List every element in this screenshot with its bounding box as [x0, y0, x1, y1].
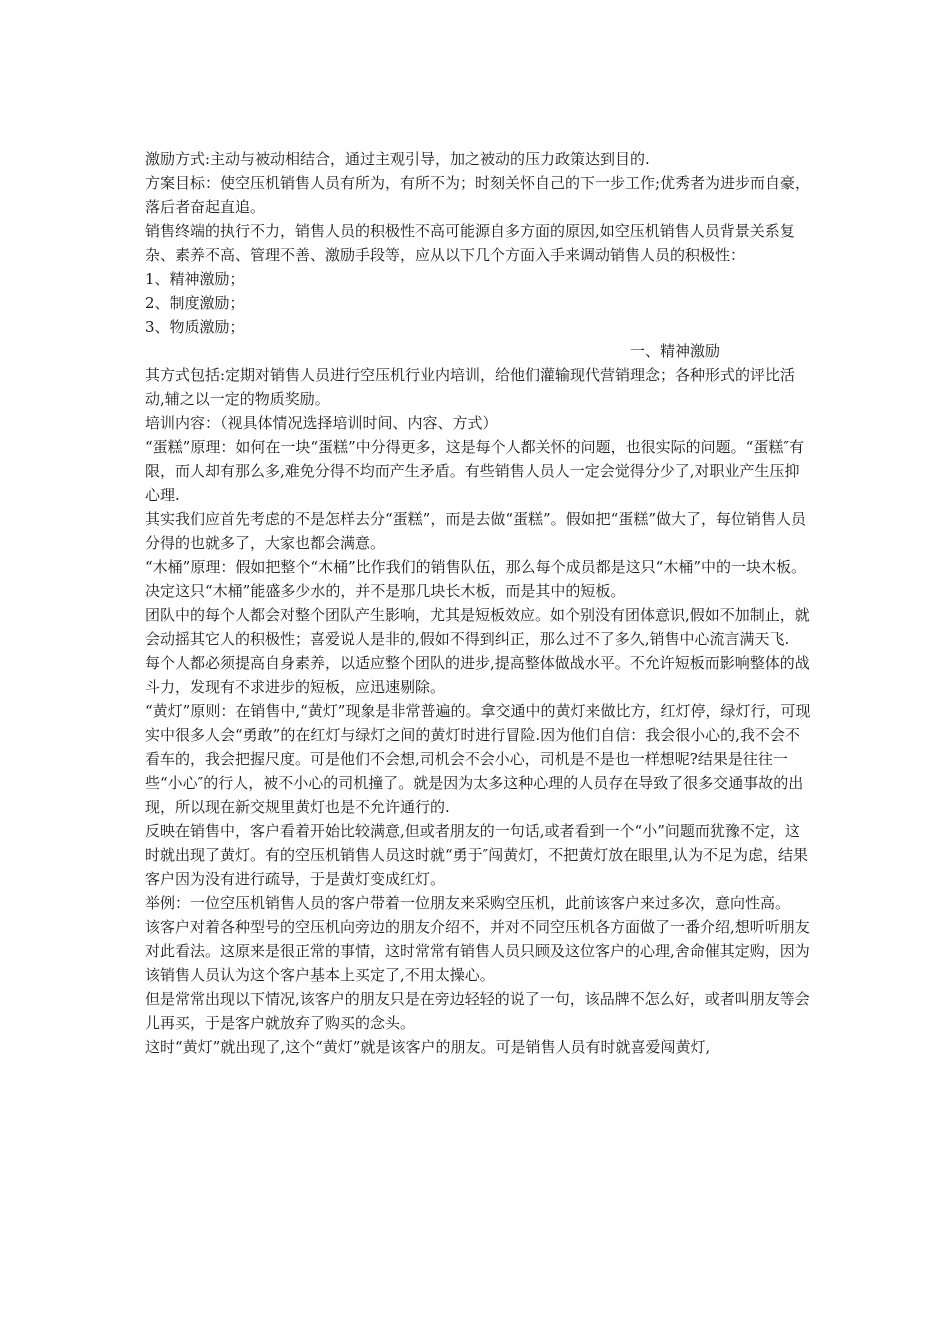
list-item-material: 3、物质激励；	[145, 318, 245, 336]
paragraph-make-cake: 其实我们应首先考虑的不是怎样去分“蛋糕”，而是去做“蛋糕”。假如把“蛋糕”做大了，每位销售人员分得的也就多了，大家也都会满意。	[145, 510, 807, 552]
paragraph-team-influence: 团队中的每个人都会对整个团队产生影响，尤其是短板效应。如个别没有团体意识,假如不加制止，就会动摇其它人的积极性；喜爱说人是非的,假如不得到纠正，那么过不了多久,销售中心流言满天飞.	[145, 606, 810, 648]
paragraph-bucket-principle: “木桶”原理：假如把整个“木桶”比作我们的销售队伍，那么每个成员都是这只“木桶”中的一块木板。决定这只“木桶”能盛多少水的，并不是那几块长木板，而是其中的短板。	[145, 558, 807, 600]
paragraph-cake-principle: “蛋糕”原理：如何在一块“蛋糕”中分得更多，这是每个人都关怀的问题，也很实际的问题。“蛋糕″有限，而人却有那么多,难免分得不均而产生矛盾。有些销售人员人一定会觉得分少了,对职业产生压抑心理.	[145, 438, 804, 504]
paragraph-plan-goal: 方案目标：使空压机销售人员有所为，有所不为；时刻关怀自己的下一步工作;优秀者为进步而自豪，落后者奋起直追。	[145, 174, 811, 216]
document-body	[145, 147, 813, 1059]
paragraph-customer-intro: 该客户对着各种型号的空压机向旁边的朋友介绍不，并对不同空压机各方面做了一番介绍,想听听朋友对此看法。这原来是很正常的事情，这时常常有销售人员只顾及这位客户的心理,舍命催其定购，因为该销售人员认为这个客户基本上买定了,不用太操心。	[145, 918, 810, 984]
paragraph-yellow-light-friend: 这时“黄灯”就出现了,这个“黄灯”就是该客户的朋友。可是销售人员有时就喜爱闯黄灯,	[145, 1038, 711, 1056]
paragraph-methods: 其方式包括:定期对销售人员进行空压机行业内培训，给他们灌输现代营销理念；各种形式的评比活动,辅之以一定的物质奖励。	[145, 366, 796, 408]
list-item-spiritual: 1、精神激励；	[145, 270, 245, 288]
paragraph-incentive-method: 激励方式:主动与被动相结合，通过主观引导，加之被动的压力政策达到目的.	[145, 150, 650, 168]
paragraph-yellow-light-sales: 反映在销售中，客户看着开始比较满意,但或者朋友的一句话,或者看到一个“小”问题而犹豫不定，这时就出现了黄灯。有的空压机销售人员这时就“勇于″闯黄灯，不把黄灯放在眼里,认为不足为虑，结果客户因为没有进行疏导，于是黄灯变成红灯。	[145, 822, 809, 888]
paragraph-example: 举例：一位空压机销售人员的客户带着一位朋友来采购空压机，此前该客户来过多次，意向性高。	[145, 894, 791, 912]
section-heading: 一、精神激励	[630, 342, 721, 360]
paragraph-yellow-light: “黄灯”原则：在销售中,“黄灯”现象是非常普遍的。拿交通中的黄灯来做比方，红灯停，绿灯行，可现实中很多人会“勇敢”的在红灯与绿灯之间的黄灯时进行冒险.因为他们自信：我会很小心的,我不会不看车的，我会把握尺度。可是他们不会想,司机会不会小心，司机是不是也一样想呢?结果是往往一些“小心″的行人，被不小心的司机撞了。就是因为太多这种心理的人员存在导致了很多交通事故的出现，所以现在新交规里黄灯也是不允许通行的.	[145, 702, 811, 816]
paragraph-friend-comment: 但是常常出现以下情况,该客户的朋友只是在旁边轻轻的说了一句，该品牌不怎么好，或者叫朋友等会儿再买，于是客户就放弃了购买的念头。	[145, 990, 810, 1032]
paragraph-sales-terminal: 销售终端的执行不力，销售人员的积极性不高可能源自多方面的原因,如空压机销售人员背景关系复杂、素养不高、管理不善、激励手段等，应从以下几个方面入手来调动销售人员的积极性：	[145, 222, 795, 264]
paragraph-self-improvement: 每个人都必须提高自身素养，以适应整个团队的进步,提高整体做战水平。不允许短板而影响整体的战斗力，发现有不求进步的短板，应迅速剔除。	[145, 654, 810, 696]
list-item-system: 2、制度激励；	[145, 294, 245, 312]
paragraph-training-content: 培训内容：（视具体情况选择培训时间、内容、方式）	[145, 414, 498, 432]
